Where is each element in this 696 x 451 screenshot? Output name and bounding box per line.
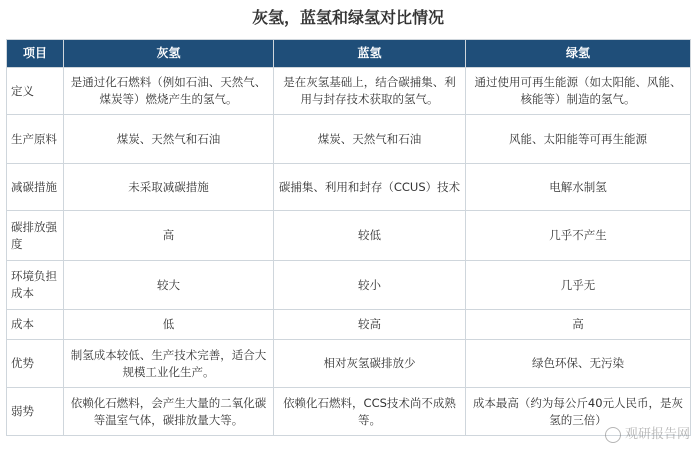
row-label: 成本 [7,310,64,340]
watermark-text: 观研报告网 [624,427,690,442]
blue-cell: 较小 [274,261,466,310]
header-green-hydrogen: 绿氢 [466,40,691,68]
table-row [7,115,691,164]
table-row [7,388,691,436]
row-label: 弱势 [7,388,64,436]
table-header-row [7,40,691,68]
grey-cell: 低 [64,310,274,340]
watermark-logo-icon [605,427,621,443]
green-cell: 几乎无 [466,261,691,310]
grey-cell: 是通过化石燃料（例如石油、天然气、煤炭等）燃烧产生的氢气。 [64,68,274,115]
green-cell: 通过使用可再生能源（如太阳能、风能、核能等）制造的氢气。 [466,68,691,115]
blue-cell: 煤炭、天然气和石油 [274,115,466,164]
green-cell: 绿色环保、无污染 [466,340,691,388]
grey-cell: 制氢成本较低、生产技术完善，适合大规模工业化生产。 [64,340,274,388]
table-row [7,310,691,340]
green-cell: 风能、太阳能等可再生能源 [466,115,691,164]
table-row [7,340,691,388]
watermark [605,425,690,445]
table-row [7,164,691,211]
header-item: 项目 [7,40,64,68]
grey-cell: 依赖化石燃料，会产生大量的二氧化碳等温室气体，碳排放量大等。 [64,388,274,436]
table-row [7,68,691,115]
row-label: 碳排放强度 [7,211,64,261]
grey-cell: 煤炭、天然气和石油 [64,115,274,164]
grey-cell: 较大 [64,261,274,310]
table-row [7,261,691,310]
blue-cell: 依赖化石燃料，CCS技术尚不成熟等。 [274,388,466,436]
green-cell: 成本最高（约为每公斤40元人民币，是灰氢的三倍） [466,388,691,436]
header-grey-hydrogen: 灰氢 [64,40,274,68]
row-label: 环境负担成本 [7,261,64,310]
green-cell: 高 [466,310,691,340]
blue-cell: 相对灰氢碳排放少 [274,340,466,388]
row-label: 定义 [7,68,64,115]
blue-cell: 是在灰氢基础上，结合碳捕集、利用与封存技术获取的氢气。 [274,68,466,115]
blue-cell: 较低 [274,211,466,261]
page-title: 灰氢，蓝氢和绿氢对比情况 [251,8,444,27]
blue-cell: 碳捕集、利用和封存（CCUS）技术 [274,164,466,211]
row-label: 减碳措施 [7,164,64,211]
blue-cell: 较高 [274,310,466,340]
green-cell: 几乎不产生 [466,211,691,261]
row-label: 生产原料 [7,115,64,164]
table-row [7,211,691,261]
comparison-table [6,39,691,436]
grey-cell: 高 [64,211,274,261]
row-label: 优势 [7,340,64,388]
grey-cell: 未采取减碳措施 [64,164,274,211]
green-cell: 电解水制氢 [466,164,691,211]
header-blue-hydrogen: 蓝氢 [274,40,466,68]
